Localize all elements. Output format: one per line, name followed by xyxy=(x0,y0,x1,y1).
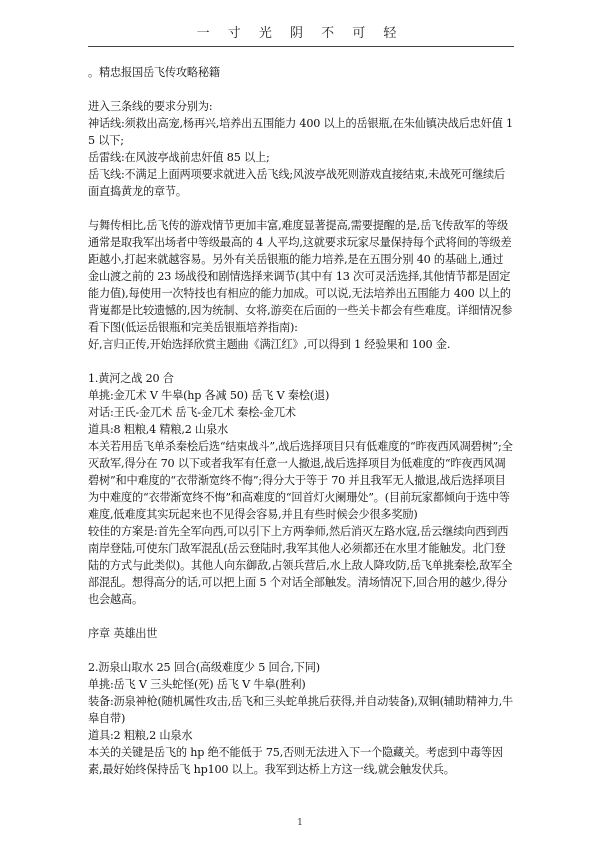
paragraph: 道具:2 粗粮,2 山泉水 xyxy=(88,729,193,742)
page-header-title: 一 寸 光 阴 不 可 轻 xyxy=(196,26,404,41)
paragraph: 装备:沥泉神枪(随机属性攻击,岳飞和三头蛇单挑后获得,并自动装备),双铜(辅助精神力,牛皋自带) xyxy=(88,695,514,725)
spacer xyxy=(88,353,514,370)
paragraph: 道具:8 粗粮,4 精粮,2 山泉水 xyxy=(88,423,228,436)
spacer xyxy=(88,608,514,625)
section-title: 序章 英雄出世 xyxy=(88,627,158,640)
paragraph: 进入三条线的要求分别为: xyxy=(88,100,213,113)
paragraph: 岳雷线:在风波亭战前忠奸值 85 以上; xyxy=(88,151,270,164)
paragraph: 岳飞线:不满足上面两项要求就进入岳飞线;风波亭战死则游戏直接结束,未战死可继续后面直捣黄龙的章节。 xyxy=(88,168,506,198)
page-number: 1 xyxy=(297,818,303,828)
spacer xyxy=(88,81,514,98)
spacer xyxy=(88,642,514,659)
paragraph: 本关的关键是岳飞的 hp 绝不能低于 75,否则无法进入下一个隐藏关。考虑到中毒等因素,最好始终保持岳飞 hp100 以上。我军到达桥上方这一线,就会触发伏兵。 xyxy=(88,746,503,776)
document-body xyxy=(88,64,514,778)
paragraph: 单挑:金兀术 V 牛皋(hp 各减 50) 岳飞 V 秦桧(退) xyxy=(88,389,330,402)
paragraph: 好,言归正传,开始选择欣赏主题曲《满江红》,可以得到 1 经验果和 100 金. xyxy=(88,338,451,351)
level-title: 1.黄河之战 20 合 xyxy=(88,372,174,385)
spacer xyxy=(88,200,514,217)
level-title: 2.沥泉山取水 25 回合(高级难度少 5 回合,下同) xyxy=(88,661,320,674)
paragraph: 对话:王氏-金兀术 岳飞-金兀术 秦桧-金兀术 xyxy=(88,406,296,419)
paragraph: 较佳的方案是:首先全军向西,可以引下上方两拳师,然后消灭左路水寇,岳云继续向西到西南岸登陆,可使东门敌军混乱(岳云登陆时,我军其他人必须都还在水里才能触发。北门登陆的方式与此类似)。其他人向东御敌,占领兵营后,水上敌人降攻防,岳飞单挑秦桧,敌军全部混乱。想得高分的话,可以把上面 5 个对话全部触发。清场情况下,回合用的越少,得分也会越高。 xyxy=(88,525,513,606)
paragraph: 与舞传相比,岳飞传的游戏情节更加丰富,难度显著提高,需要提醒的是,岳飞传敌军的等级通常是取我军出场者中等级最高的 4 人平均,这就要求玩家尽量保持每个武将间的等级差距越小,打起来就越容易。另外有关岳银瓶的能力培养,是在五围分别 40 的基础上,通过金山渡之前的 23 场战役和剧情选择来调节(其中有 13 次可灵活选择,其他情节都是固定能力值),每使用一次特技也有相应的能力加成。可以说,无法培养出五围能力 400 以上的背嵬都是比较遗憾的,因为统制、女将,游奕在后面的一些关卡都会有些难度。详细情况参看下图(低运岳银瓶和完美岳银瓶培养指南): xyxy=(88,219,513,334)
paragraph: 神话线:须救出高宠,杨再兴,培养出五围能力 400 以上的岳银瓶,在朱仙镇决战后忠奸值 15 以下; xyxy=(88,117,513,147)
document-heading: 。精忠报国岳飞传攻略秘籍 xyxy=(88,66,220,79)
header-divider xyxy=(88,46,514,47)
paragraph: 本关若用岳飞单杀秦桧后选“结束战斗”,战后选择项目只有低难度的“昨夜西风凋碧树”;全灭敌军,得分在 70 以下或者我军有任意一人撤退,战后选择项目为低难度的“昨夜西风凋碧树”和中难度的“衣带渐宽终不悔”;得分大于等于 70 并且我军无人撤退,战后选择项目为中难度的“衣带渐宽终不悔”和高难度的“回首灯火阑珊处”。(目前玩家都倾向于选中等难度,低难度其实玩起来也不见得会容易,并且有些时候会少很多奖励) xyxy=(88,440,513,521)
paragraph: 单挑:岳飞 V 三头蛇怪(死) 岳飞 V 牛皋(胜利) xyxy=(88,678,306,691)
